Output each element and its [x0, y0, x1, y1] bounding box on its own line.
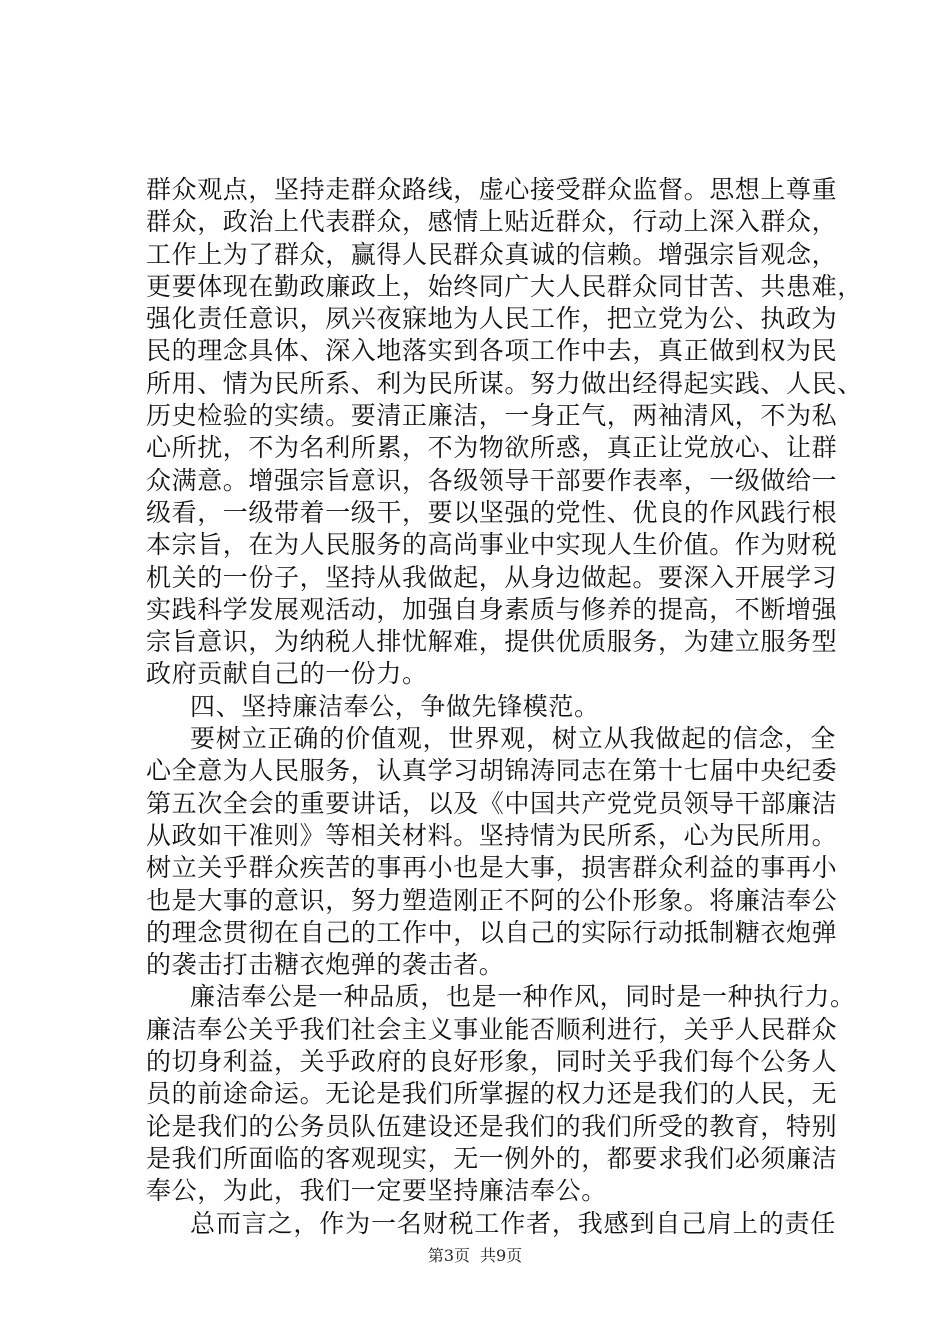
text-line: 历史检验的实绩。要清正廉洁，一身正气，两袖清风，不为私 — [146, 401, 838, 431]
text-line: 强化责任意识，夙兴夜寐地为人民工作，把立党为公、执政为 — [146, 304, 838, 334]
text-line: 树立关乎群众疾苦的事再小也是大事，损害群众利益的事再小 — [146, 853, 838, 883]
text-line: 工作上为了群众，赢得人民群众真诚的信赖。增强宗旨观念， — [146, 239, 838, 269]
text-line: 的袭击打击糖衣炮弹的袭击者。 — [146, 950, 505, 980]
text-line: 所用、情为民所系、利为民所谋。努力做出经得起实践、人民、 — [146, 368, 863, 398]
text-line: 心全意为人民服务，认真学习胡锦涛同志在第十七届中央纪委 — [146, 756, 838, 786]
text-line: 群众，政治上代表群众，感情上贴近群众，行动上深入群众， — [146, 207, 838, 237]
text-line: 也是大事的意识，努力塑造刚正不阿的公仆形象。将廉洁奉公 — [146, 885, 838, 915]
text-line: 宗旨意识，为纳税人排忧解难，提供优质服务，为建立服务型 — [146, 627, 838, 657]
text-line: 是我们所面临的客观现实，无一例外的，都要求我们必须廉洁 — [146, 1143, 838, 1173]
page-footer — [0, 1243, 950, 1266]
section-heading: 四、坚持廉洁奉公，争做先锋模范。 — [190, 691, 600, 721]
text-line: 群众观点，坚持走群众路线，虚心接受群众监督。思想上尊重 — [146, 175, 838, 204]
text-line: 员的前途命运。无论是我们所掌握的权力还是我们的人民，无 — [146, 1079, 838, 1109]
text-line: 论是我们的公务员队伍建设还是我们的我们所受的教育，特别 — [146, 1111, 838, 1141]
text-line: 第五次全会的重要讲话，以及《中国共产党党员领导干部廉洁 — [146, 788, 838, 818]
text-line: 心所扰，不为名利所累，不为物欲所惑，真正让党放心、让群 — [146, 433, 838, 463]
text-line: 的切身利益，关乎政府的良好形象，同时关乎我们每个公务人 — [146, 1047, 838, 1077]
text-line: 实践科学发展观活动，加强自身素质与修养的提高，不断增强 — [146, 594, 838, 624]
text-line: 奉公，为此，我们一定要坚持廉洁奉公。 — [146, 1176, 607, 1206]
page-number: 第3页 — [427, 1246, 470, 1265]
text-line: 廉洁奉公关乎我们社会主义事业能否顺利进行，关乎人民群众 — [146, 1014, 838, 1044]
page-total: 共9页 — [480, 1246, 523, 1265]
text-line: 民的理念具体、深入地落实到各项工作中去，真正做到权为民 — [146, 336, 838, 366]
text-line: 机关的一份子，坚持从我做起，从身边做起。要深入开展学习 — [146, 562, 838, 592]
text-line: 的理念贯彻在自己的工作中，以自己的实际行动抵制糖衣炮弹 — [146, 917, 838, 947]
text-line: 本宗旨，在为人民服务的高尚事业中实现人生价值。作为财税 — [146, 530, 838, 560]
text-line: 从政如干准则》等相关材料。坚持情为民所系，心为民所用。 — [146, 820, 838, 850]
text-line: 廉洁奉公是一种品质，也是一种作风，同时是一种执行力。 — [190, 982, 856, 1012]
text-line: 级看，一级带着一级干，要以坚强的党性、优良的作风践行根 — [146, 497, 838, 527]
text-line: 更要体现在勤政廉政上，始终同广大人民群众同甘苦、共患难， — [146, 271, 863, 301]
text-line: 总而言之，作为一名财税工作者，我感到自己肩上的责任 — [190, 1208, 836, 1238]
text-line: 众满意。增强宗旨意识，各级领导干部要作表率，一级做给一 — [146, 465, 838, 495]
text-line: 要树立正确的价值观，世界观，树立从我做起的信念，全 — [190, 724, 836, 754]
document-body — [146, 174, 863, 1240]
text-line: 政府贡献自己的一份力。 — [146, 659, 428, 689]
